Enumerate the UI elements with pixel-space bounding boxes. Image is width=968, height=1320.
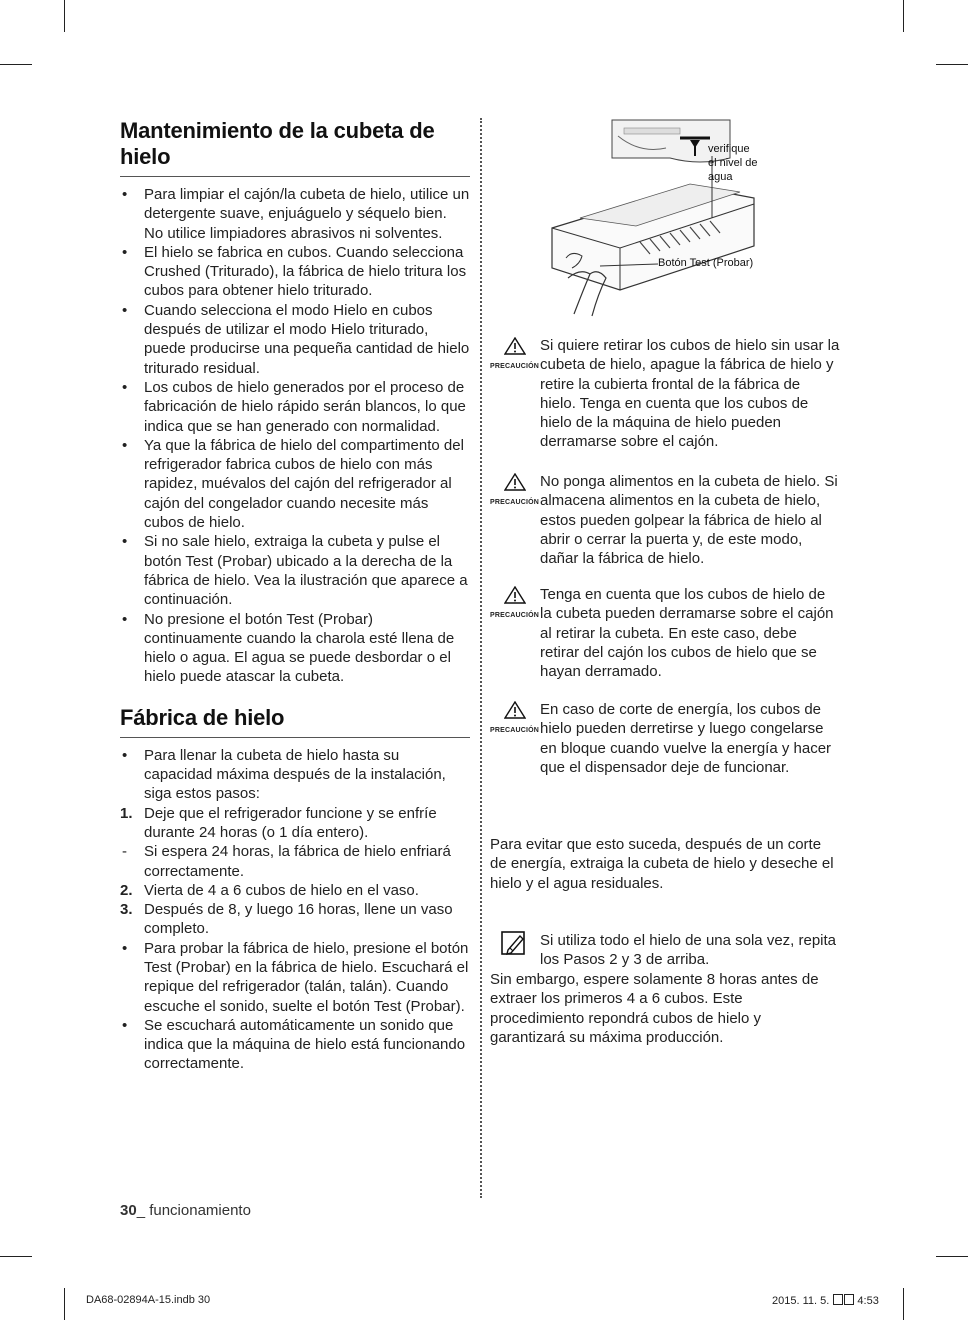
warning-triangle-icon — [504, 337, 526, 355]
caution-label: PRECAUCIÓN — [490, 612, 540, 619]
calendar-icon — [844, 1294, 854, 1305]
caution-block — [490, 585, 840, 681]
list-item: • Para probar la fábrica de hielo, presione el botón Test (Probar) en la fábrica de hielo. Escuchará el repique del refrigerador (talán, talán). Cuando escuche el sonido, suelte el botón Test (Probar). — [122, 939, 469, 1015]
column-divider — [480, 118, 482, 1198]
note-text: Sin embargo, espere solamente 8 horas antes de extraer los primeros 4 a 6 cubos. Este procedimiento repondrá cubos de hielo y garantizará su máxima producción. — [490, 971, 819, 1046]
note-pencil-icon — [500, 930, 528, 958]
list-item: • Si no sale hielo, extraiga la cubeta y pulse el botón Test (Probar) ubicado a la derecha de la fábrica de hielo. Vea la ilustración que aparece a continuación. — [122, 533, 468, 609]
list-item: • No presione el botón Test (Probar) continuamente cuando la charola esté llena de hielo o agua. El agua se puede desbordar o el hielo puede atascar la cubeta. — [122, 610, 455, 686]
water-level-label: agua — [708, 171, 733, 183]
caution-text: Si quiere retirar los cubos de hielo sin usar la cubeta de hielo, apague la fábrica de hielo y retire la cubierta frontal de la fábrica de hielo. Tenga en cuenta que los cubos de hielo de la máquina de hielo pueden derramarse sobre el cajón. — [540, 337, 840, 451]
print-date: 2015. 11. 5. — [772, 1295, 830, 1307]
warning-triangle-icon — [504, 701, 526, 719]
list-item: • Se escuchará automáticamente un sonido que indica que la máquina de hielo está funcionando correctamente. — [122, 1016, 466, 1073]
caution-label: PRECAUCIÓN — [490, 363, 540, 370]
crop-mark — [0, 1256, 32, 1257]
crop-mark — [903, 1288, 904, 1320]
maintenance-list — [120, 185, 470, 687]
list-item: 3. Después de 8, y luego 16 horas, llene un vaso completo. — [120, 901, 453, 938]
print-time: 4:53 — [857, 1295, 879, 1307]
list-item: • El hielo se fabrica en cubos. Cuando selecciona Crushed (Triturado), la fábrica de hielo tritura los cubos para obtener hielo triturado. — [122, 243, 467, 300]
warning-triangle-icon — [504, 586, 526, 604]
warning-triangle-icon — [504, 473, 526, 491]
section-title-fabrica: Fábrica de hielo — [120, 705, 470, 738]
crop-mark — [936, 64, 968, 65]
left-column — [120, 118, 470, 1074]
crop-mark — [64, 0, 65, 32]
calendar-icon — [833, 1294, 843, 1305]
footer-section: _ funcionamiento — [136, 1202, 251, 1219]
page-footer — [120, 1202, 251, 1219]
page-number: 30 — [120, 1202, 137, 1219]
caution-text: No ponga alimentos en la cubeta de hielo. Si almacena alimentos en la cubeta de hielo, estos pueden golpear la fábrica de hielo al abrir o cerrar la puerta y, de este modo, dañar la fábrica de hielo. — [540, 473, 838, 568]
list-item: 1. Deje que el refrigerador funcione y se enfríe durante 24 horas (o 1 día entero). — [120, 804, 437, 841]
crop-mark — [64, 1288, 65, 1320]
print-file-info: DA68-02894A-15.indb 30 — [86, 1294, 211, 1306]
water-level-label: verifique — [708, 143, 750, 155]
power-outage-paragraph: Para evitar que esto suceda, después de un corte de energía, extraiga la cubeta de hielo y deseche el hielo y el agua residuales. — [490, 836, 834, 892]
ice-maker-list — [120, 746, 470, 1074]
list-item: • Ya que la fábrica de hielo del compartimento del refrigerador fabrica cubos de hielo con más rapidez, muévalos del cajón del refrigerador al cajón del congelador cuando necesite más cubos de hielo. — [122, 436, 464, 532]
print-date-info — [772, 1294, 879, 1307]
test-button-label: Botón Test (Probar) — [658, 257, 754, 269]
caution-text: En caso de corte de energía, los cubos de hielo pueden derretirse y luego congelarse en bloque cuando vuelve la energía y hacer que el dispensador deje de funcionar. — [540, 701, 832, 776]
caution-text: Tenga en cuenta que los cubos de hielo de la cubeta pueden derramarse sobre el cajón al retirar la cubeta. En este caso, debe retirar del cajón los cubos de hielo que se hayan derramado. — [540, 586, 834, 681]
ice-maker-illustration — [540, 118, 780, 328]
caution-block — [490, 336, 840, 452]
crop-mark — [936, 1256, 968, 1257]
list-item: • Para limpiar el cajón/la cubeta de hielo, utilice un detergente suave, enjuáguelo y séquelo bien. No utilice limpiadores abrasivos ni solventes. — [122, 186, 470, 242]
caution-block — [490, 472, 840, 568]
section-title-mantenimiento: Mantenimiento de la cubeta de hielo — [120, 118, 470, 177]
note-first-line: Si utiliza todo el hielo de una sola vez, repita los Pasos 2 y 3 de arriba. — [540, 932, 837, 969]
crop-mark — [0, 64, 32, 65]
crop-mark — [903, 0, 904, 32]
caution-block — [490, 700, 840, 777]
list-item: 2. Vierta de 4 a 6 cubos de hielo en el vaso. — [120, 881, 419, 899]
list-item: - Si espera 24 horas, la fábrica de hielo enfriará correctamente. — [122, 843, 451, 880]
water-level-label: el nivel de — [708, 157, 758, 169]
caution-label: PRECAUCIÓN — [490, 499, 540, 506]
caution-label: PRECAUCIÓN — [490, 727, 540, 734]
list-item: • Para llenar la cubeta de hielo hasta su capacidad máxima después de la instalación, siga estos pasos: — [122, 746, 446, 803]
list-item: • Cuando selecciona el modo Hielo en cubos después de utilizar el modo Hielo triturado, puede producirse una pequeña cantidad de hielo triturado residual. — [122, 301, 470, 377]
list-item: • Los cubos de hielo generados por el proceso de fabricación de hielo rápido serán blancos, lo que indica que se han generado con normalidad. — [122, 378, 466, 435]
